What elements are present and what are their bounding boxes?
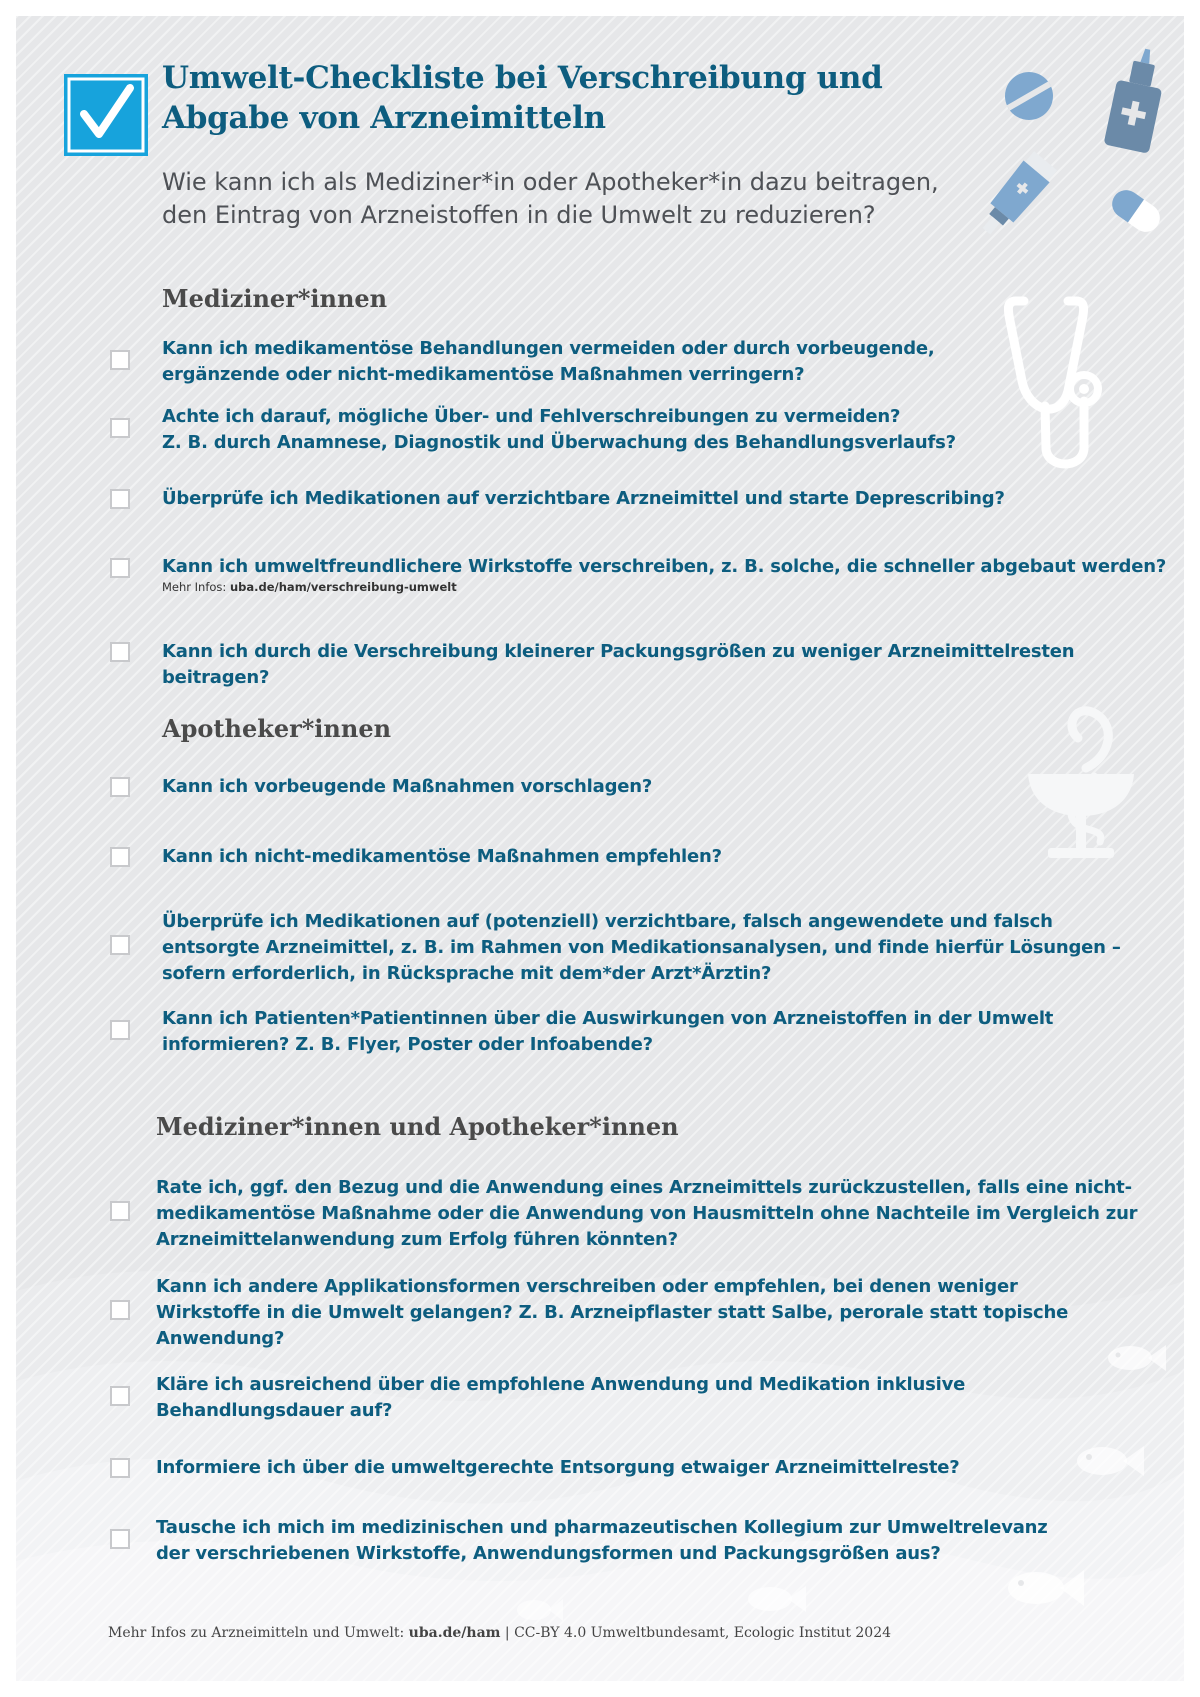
section-heading-both: Mediziner*innen und Apotheker*innen xyxy=(156,1112,679,1141)
stethoscope-icon xyxy=(1004,281,1144,481)
question-line: medikamentöse Maßnahme oder die Anwendung von Hausmitteln ohne Nachteile im Vergleich zur xyxy=(156,1203,1138,1224)
question-line: Kann ich Patienten*Patientinnen über die Auswirkungen von Arzneistoffen in der Umwelt xyxy=(162,1008,1054,1029)
question-line: Überprüfe ich Medikationen auf (potenziell) verzichtbare, falsch angewendete und falsch xyxy=(162,911,1053,932)
question-line: Überprüfe ich Medikationen auf verzichtbare Arzneimittel und starte Deprescribing? xyxy=(162,488,1005,509)
question-line: Kann ich andere Applikationsformen verschreiben oder empfehlen, bei denen weniger xyxy=(156,1276,1018,1297)
pharmacy-bowl-icon xyxy=(1016,696,1146,866)
title-line: Umwelt-Checkliste bei Verschreibung und xyxy=(162,60,883,96)
question-line: Behandlungsdauer auf? xyxy=(156,1400,393,1421)
checkbox[interactable] xyxy=(110,558,130,578)
checkbox[interactable] xyxy=(110,935,130,955)
fish-icon xyxy=(516,1596,564,1624)
footer-prefix: Mehr Infos zu Arzneimitteln und Umwelt: xyxy=(108,1625,405,1641)
checkbox[interactable] xyxy=(110,418,130,438)
question-line: der verschriebenen Wirkstoffe, Anwendungsformen und Packungsgrößen aus? xyxy=(156,1543,941,1564)
page-title xyxy=(162,58,922,138)
question-text xyxy=(162,554,1166,594)
tablet-icon xyxy=(999,66,1059,126)
section-heading-mediziner: Mediziner*innen xyxy=(162,284,388,313)
question-line: Kann ich umweltfreundlichere Wirkstoffe verschreiben, z. B. solche, die schneller abgebaut werden? xyxy=(162,556,1167,577)
subtitle-line: Wie kann ich als Mediziner*in oder Apotheker*in dazu beitragen, xyxy=(162,168,939,196)
question-line: sofern erforderlich, in Rücksprache mit dem*der Arzt*Ärztin? xyxy=(162,963,772,984)
checkbox[interactable] xyxy=(110,1529,130,1549)
checkbox[interactable] xyxy=(110,1386,130,1406)
title-line: Abgabe von Arzneimitteln xyxy=(162,100,606,136)
fish-icon xyxy=(746,1582,808,1616)
question-line: Kann ich medikamentöse Behandlungen vermeiden oder durch vorbeugende, xyxy=(162,338,935,359)
question-line: ergänzende oder nicht-medikamentöse Maßnahmen verringern? xyxy=(162,364,805,385)
section-heading-apotheker: Apotheker*innen xyxy=(162,714,392,743)
question-line: Kann ich nicht-medikamentöse Maßnahmen empfehlen? xyxy=(162,846,722,867)
question-text xyxy=(162,639,1184,691)
checkbox[interactable] xyxy=(110,1458,130,1478)
question-text xyxy=(162,774,652,800)
question-line: Informiere ich über die umweltgerechte Entsorgung etwaiger Arzneimittelreste? xyxy=(156,1457,960,1478)
ointment-tube-icon xyxy=(971,146,1061,246)
question-text xyxy=(156,1274,1068,1352)
question-line: Kann ich durch die Verschreibung kleinerer Packungsgrößen zu weniger Arzneimittelresten beitragen? xyxy=(162,641,1075,688)
checkbox[interactable] xyxy=(110,1300,130,1320)
more-info xyxy=(162,580,1166,594)
question-line: Tausche ich mich im medizinischen und pharmazeutischen Kollegium zur Umweltrelevanz xyxy=(156,1517,1048,1538)
fish-icon xyxy=(1006,1564,1086,1612)
checkbox[interactable] xyxy=(110,350,130,370)
page-subtitle xyxy=(162,166,982,232)
checkbox[interactable] xyxy=(110,1020,130,1040)
question-text xyxy=(162,486,1005,512)
checklist-logo xyxy=(64,74,148,156)
question-text xyxy=(156,1372,965,1424)
footer-separator: | xyxy=(504,1625,510,1641)
fish-icon xyxy=(1076,1441,1146,1481)
footer xyxy=(108,1625,891,1641)
capsule-icon xyxy=(1096,176,1176,246)
question-line: Kann ich vorbeugende Maßnahmen vorschlagen? xyxy=(162,776,653,797)
question-line: informieren? Z. B. Flyer, Poster oder Infoabende? xyxy=(162,1034,653,1055)
subtitle-line: den Eintrag von Arzneistoffen in die Umwelt zu reduzieren? xyxy=(162,201,876,229)
question-line: Z. B. durch Anamnese, Diagnostik und Überwachung des Behandlungsverlaufs? xyxy=(162,432,956,453)
question-line: Anwendung? xyxy=(156,1328,285,1349)
more-info-label: Mehr Infos: xyxy=(162,580,227,594)
eye-drop-bottle-icon xyxy=(1101,42,1171,162)
question-line: Kläre ich ausreichend über die empfohlene Anwendung und Medikation inklusive xyxy=(156,1374,966,1395)
question-text xyxy=(156,1515,1048,1567)
question-text xyxy=(156,1455,959,1481)
question-text xyxy=(162,909,1121,987)
checkbox[interactable] xyxy=(110,847,130,867)
footer-credit: CC-BY 4.0 Umweltbundesamt, Ecologic Institut 2024 xyxy=(514,1625,892,1641)
checkbox[interactable] xyxy=(110,489,130,509)
checkbox[interactable] xyxy=(110,777,130,797)
footer-link[interactable]: uba.de/ham xyxy=(408,1625,501,1641)
checklist-page xyxy=(16,16,1184,1681)
question-text xyxy=(162,1006,1053,1058)
question-text xyxy=(162,336,935,388)
more-info-link[interactable]: uba.de/ham/verschreibung-umwelt xyxy=(229,580,457,594)
question-line: Wirkstoffe in die Umwelt gelangen? Z. B. Arzneipflaster statt Salbe, perorale statt topische xyxy=(156,1302,1069,1323)
question-text xyxy=(156,1175,1137,1253)
question-line: Achte ich darauf, mögliche Über- und Fehlverschreibungen zu vermeiden? xyxy=(162,406,901,427)
question-text xyxy=(162,844,722,870)
checkmark-icon xyxy=(64,74,148,156)
question-line: Arzneimittelanwendung zum Erfolg führen könnten? xyxy=(156,1229,678,1250)
question-line: entsorgte Arzneimittel, z. B. im Rahmen von Medikationsanalysen, und finde hierfür Lösungen – xyxy=(162,937,1121,958)
checkbox[interactable] xyxy=(110,642,130,662)
fish-icon xyxy=(1106,1341,1168,1375)
checkbox[interactable] xyxy=(110,1201,130,1221)
question-line: Rate ich, ggf. den Bezug und die Anwendung eines Arzneimittels zurückzustellen, falls eine nicht- xyxy=(156,1177,1132,1198)
question-text xyxy=(162,404,956,456)
